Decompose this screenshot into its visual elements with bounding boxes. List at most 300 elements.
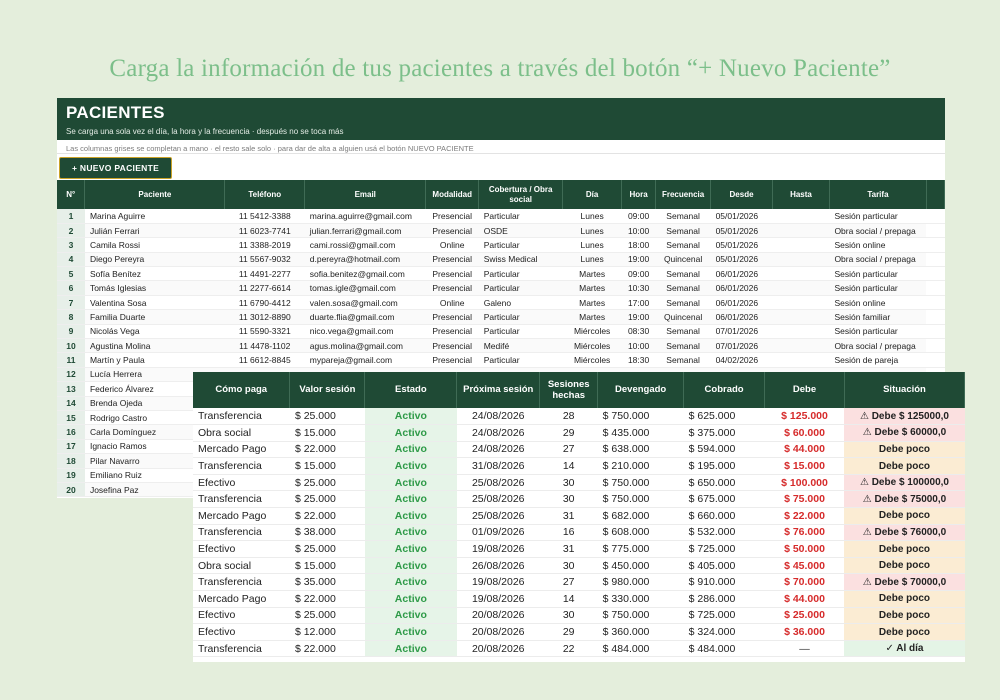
table-cell[interactable]: Federico Álvarez xyxy=(85,382,225,396)
table-cell[interactable]: Quincenal xyxy=(656,310,711,324)
table-cell[interactable]: Lunes xyxy=(563,223,622,237)
table-cell[interactable]: agus.molina@gmail.com xyxy=(305,339,426,353)
table-cell[interactable]: Presencial xyxy=(426,267,479,281)
table-cell[interactable]: Semanal xyxy=(656,281,711,295)
table-cell[interactable]: Transferencia xyxy=(193,524,290,541)
debt-cell[interactable]: $ 44.000 xyxy=(765,591,845,608)
table-cell[interactable]: julian.ferrari@gmail.com xyxy=(305,223,426,237)
debt-cell[interactable]: $ 22.000 xyxy=(765,508,845,525)
table-cell[interactable] xyxy=(773,267,830,281)
table-cell[interactable]: 05/01/2026 xyxy=(711,238,773,252)
table-cell[interactable]: Martes xyxy=(563,281,622,295)
table-cell[interactable]: 31 xyxy=(540,508,598,525)
table-cell[interactable]: 19/08/2026 xyxy=(457,591,540,608)
table-cell[interactable]: Efectivo xyxy=(193,474,290,491)
table-cell[interactable]: Josefina Paz xyxy=(85,482,225,496)
table-cell[interactable]: 11 6790-4412 xyxy=(225,295,305,309)
table-cell[interactable]: d.pereyra@hotmail.com xyxy=(305,252,426,266)
status-badge[interactable]: Activo xyxy=(365,591,457,608)
table-row xyxy=(193,425,965,442)
table-cell[interactable]: $ 532.000 xyxy=(684,524,765,541)
table-cell[interactable]: $ 22.000 xyxy=(290,508,365,525)
table-cell[interactable]: 14 xyxy=(540,458,598,475)
table-cell[interactable]: Obra social / prepaga xyxy=(829,252,926,266)
table-cell[interactable]: 31 xyxy=(540,541,598,558)
status-badge[interactable]: Activo xyxy=(365,640,457,657)
table-cell[interactable]: Particular xyxy=(479,267,563,281)
situation-badge: ⚠ Debe $ 76000,0 xyxy=(844,524,964,541)
table-cell[interactable]: $ 195.000 xyxy=(684,458,765,475)
situation-badge: Debe poco xyxy=(844,624,964,641)
table-cell[interactable]: 20/08/2026 xyxy=(457,607,540,624)
table-cell[interactable]: Lucía Herrera xyxy=(85,367,225,381)
table-cell[interactable]: 10:00 xyxy=(622,339,656,353)
row-number-cell: 13 xyxy=(57,382,85,396)
table-cell[interactable]: Particular xyxy=(479,209,563,223)
table-cell[interactable]: Sofía Benítez xyxy=(85,267,225,281)
table-cell[interactable]: Sesión de pareja xyxy=(829,353,926,367)
billing-panel xyxy=(193,372,965,662)
table-cell[interactable]: $ 435.000 xyxy=(598,425,684,442)
table-cell[interactable]: $ 450.000 xyxy=(598,557,684,574)
table-cell[interactable]: 09:00 xyxy=(622,209,656,223)
table-row xyxy=(57,339,945,353)
table-cell[interactable]: $ 484.000 xyxy=(598,640,684,657)
patients-column-header: Teléfono xyxy=(225,180,305,209)
situation-badge: ⚠ Debe $ 125000,0 xyxy=(844,408,964,425)
table-cell[interactable]: 31/08/2026 xyxy=(457,458,540,475)
table-cell[interactable]: 01/09/2026 xyxy=(457,524,540,541)
table-cell[interactable]: Presencial xyxy=(426,209,479,223)
debt-cell[interactable]: $ 50.000 xyxy=(765,541,845,558)
table-cell[interactable]: Transferencia xyxy=(193,458,290,475)
table-cell[interactable]: Tomás Iglesias xyxy=(85,281,225,295)
table-cell[interactable]: Online xyxy=(426,295,479,309)
table-cell[interactable]: cami.rossi@gmail.com xyxy=(305,238,426,252)
situation-badge: Debe poco xyxy=(844,508,964,525)
billing-column-header: Cobrado xyxy=(684,372,765,408)
table-cell[interactable]: 27 xyxy=(540,574,598,591)
table-cell[interactable]: 20/08/2026 xyxy=(457,624,540,641)
table-cell[interactable] xyxy=(773,310,830,324)
table-cell[interactable]: $ 638.000 xyxy=(598,441,684,458)
table-cell[interactable]: 11 2277-6614 xyxy=(225,281,305,295)
table-cell[interactable] xyxy=(773,324,830,338)
table-cell[interactable]: Semanal xyxy=(656,339,711,353)
table-cell[interactable]: 11 5412-3388 xyxy=(225,209,305,223)
table-cell[interactable]: Sesión particular xyxy=(829,209,926,223)
status-badge[interactable]: Activo xyxy=(365,425,457,442)
table-cell[interactable]: Semanal xyxy=(656,223,711,237)
table-cell[interactable]: Efectivo xyxy=(193,624,290,641)
table-cell[interactable]: 18:00 xyxy=(622,238,656,252)
table-cell[interactable]: Camila Rossi xyxy=(85,238,225,252)
table-cell[interactable]: 11 4491-2277 xyxy=(225,267,305,281)
table-cell[interactable]: Emiliano Ruiz xyxy=(85,468,225,482)
table-row xyxy=(57,267,945,281)
situation-badge: ⚠ Debe $ 100000,0 xyxy=(844,474,964,491)
debt-cell[interactable]: $ 125.000 xyxy=(765,408,845,425)
table-cell[interactable]: $ 750.000 xyxy=(598,408,684,425)
table-cell[interactable]: Martes xyxy=(563,295,622,309)
table-cell[interactable]: Martín y Paula xyxy=(85,353,225,367)
table-cell[interactable]: 19/08/2026 xyxy=(457,574,540,591)
table-cell[interactable]: Familia Duarte xyxy=(85,310,225,324)
table-cell[interactable]: Transferencia xyxy=(193,408,290,425)
table-cell[interactable]: mypareja@gmail.com xyxy=(305,353,426,367)
patients-column-header: Tarifa xyxy=(829,180,926,209)
table-cell[interactable]: $ 22.000 xyxy=(290,591,365,608)
status-badge[interactable]: Activo xyxy=(365,624,457,641)
table-cell[interactable]: Online xyxy=(426,238,479,252)
situation-badge: ⚠ Debe $ 70000,0 xyxy=(844,574,964,591)
table-cell[interactable]: 30 xyxy=(540,474,598,491)
table-cell[interactable] xyxy=(773,223,830,237)
table-cell[interactable]: Lunes xyxy=(563,252,622,266)
table-cell[interactable]: Diego Pereyra xyxy=(85,252,225,266)
table-cell[interactable]: $ 330.000 xyxy=(598,591,684,608)
table-cell[interactable]: $ 675.000 xyxy=(684,491,765,508)
table-cell[interactable]: Martes xyxy=(563,310,622,324)
table-cell[interactable]: 26/08/2026 xyxy=(457,557,540,574)
table-cell[interactable]: 19/08/2026 xyxy=(457,541,540,558)
status-badge[interactable]: Activo xyxy=(365,458,457,475)
table-cell[interactable]: $ 25.000 xyxy=(290,408,365,425)
table-cell[interactable]: 22 xyxy=(540,640,598,657)
table-cell-extra xyxy=(926,295,944,309)
table-cell[interactable]: $ 594.000 xyxy=(684,441,765,458)
table-cell[interactable]: Sesión online xyxy=(829,295,926,309)
table-cell[interactable]: Particular xyxy=(479,238,563,252)
table-cell[interactable]: OSDE xyxy=(479,223,563,237)
table-cell[interactable]: $ 725.000 xyxy=(684,607,765,624)
table-cell[interactable]: Transferencia xyxy=(193,491,290,508)
situation-badge: ⚠ Debe $ 60000,0 xyxy=(844,425,964,442)
row-number-cell: 11 xyxy=(57,353,85,367)
row-number-cell: 19 xyxy=(57,468,85,482)
table-cell[interactable]: Presencial xyxy=(426,339,479,353)
table-row xyxy=(193,491,965,508)
table-cell[interactable]: Presencial xyxy=(426,252,479,266)
table-cell-extra xyxy=(926,339,944,353)
table-cell[interactable]: Agustina Molina xyxy=(85,339,225,353)
billing-column-header: Sesiones hechas xyxy=(540,372,598,408)
table-cell[interactable]: $ 775.000 xyxy=(598,541,684,558)
table-cell[interactable]: 06/01/2026 xyxy=(711,310,773,324)
table-cell[interactable]: Swiss Medical xyxy=(479,252,563,266)
table-cell[interactable]: 11 3388-2019 xyxy=(225,238,305,252)
table-row xyxy=(193,607,965,624)
status-badge[interactable]: Activo xyxy=(365,574,457,591)
patients-column-header: Día xyxy=(563,180,622,209)
table-cell[interactable]: Valentina Sosa xyxy=(85,295,225,309)
table-row xyxy=(57,223,945,237)
table-cell-extra xyxy=(926,223,944,237)
table-row xyxy=(193,408,965,425)
table-cell[interactable]: 07/01/2026 xyxy=(711,339,773,353)
table-cell[interactable]: $ 25.000 xyxy=(290,491,365,508)
table-cell[interactable]: 11 3012-8890 xyxy=(225,310,305,324)
table-cell[interactable]: Marina Aguirre xyxy=(85,209,225,223)
debt-cell[interactable]: $ 45.000 xyxy=(765,557,845,574)
table-cell[interactable]: 04/02/2026 xyxy=(711,353,773,367)
table-cell[interactable]: $ 15.000 xyxy=(290,425,365,442)
status-badge[interactable]: Activo xyxy=(365,474,457,491)
table-cell[interactable]: Obra social xyxy=(193,557,290,574)
table-cell[interactable]: 20/08/2026 xyxy=(457,640,540,657)
table-cell[interactable]: 24/08/2026 xyxy=(457,441,540,458)
table-cell[interactable]: $ 360.000 xyxy=(598,624,684,641)
table-cell[interactable]: 28 xyxy=(540,408,598,425)
table-cell[interactable]: 19:00 xyxy=(622,310,656,324)
table-cell[interactable]: Brenda Ojeda xyxy=(85,396,225,410)
billing-column-header: Estado xyxy=(365,372,457,408)
status-badge[interactable]: Activo xyxy=(365,524,457,541)
table-cell[interactable]: Mercado Pago xyxy=(193,441,290,458)
table-cell[interactable]: 05/01/2026 xyxy=(711,223,773,237)
table-cell[interactable]: 27 xyxy=(540,441,598,458)
table-cell[interactable]: Presencial xyxy=(426,310,479,324)
table-cell[interactable]: $ 750.000 xyxy=(598,607,684,624)
table-cell[interactable]: $ 625.000 xyxy=(684,408,765,425)
table-cell[interactable]: $ 22.000 xyxy=(290,640,365,657)
table-cell[interactable]: Semanal xyxy=(656,267,711,281)
debt-cell[interactable]: $ 100.000 xyxy=(765,474,845,491)
table-cell[interactable]: Martes xyxy=(563,267,622,281)
debt-cell[interactable]: $ 25.000 xyxy=(765,607,845,624)
table-cell[interactable]: 18:30 xyxy=(622,353,656,367)
table-cell[interactable]: 19:00 xyxy=(622,252,656,266)
situation-badge: Debe poco xyxy=(844,591,964,608)
table-cell[interactable]: $ 725.000 xyxy=(684,541,765,558)
table-cell[interactable]: $ 324.000 xyxy=(684,624,765,641)
debt-cell[interactable]: $ 60.000 xyxy=(765,425,845,442)
table-cell[interactable]: $ 650.000 xyxy=(684,474,765,491)
table-cell[interactable]: $ 608.000 xyxy=(598,524,684,541)
table-cell[interactable]: 05/01/2026 xyxy=(711,209,773,223)
table-cell[interactable]: 17:00 xyxy=(622,295,656,309)
table-cell[interactable]: Medifé xyxy=(479,339,563,353)
status-badge[interactable]: Activo xyxy=(365,541,457,558)
table-cell[interactable]: Semanal xyxy=(656,353,711,367)
patients-column-header: Paciente xyxy=(85,180,225,209)
table-cell[interactable]: Efectivo xyxy=(193,541,290,558)
table-cell[interactable]: Obra social / prepaga xyxy=(829,339,926,353)
table-cell[interactable]: 25/08/2026 xyxy=(457,474,540,491)
table-cell[interactable]: tomas.igle@gmail.com xyxy=(305,281,426,295)
table-cell[interactable]: Obra social / prepaga xyxy=(829,223,926,237)
table-cell[interactable] xyxy=(773,339,830,353)
table-cell[interactable]: 06/01/2026 xyxy=(711,295,773,309)
status-badge[interactable]: Activo xyxy=(365,508,457,525)
situation-badge: Debe poco xyxy=(844,458,964,475)
table-cell[interactable]: Presencial xyxy=(426,223,479,237)
table-cell-extra xyxy=(926,324,944,338)
status-badge[interactable]: Activo xyxy=(365,607,457,624)
table-cell[interactable]: Semanal xyxy=(656,209,711,223)
table-cell[interactable]: 24/08/2026 xyxy=(457,408,540,425)
table-cell[interactable]: 11 5567-9032 xyxy=(225,252,305,266)
table-cell[interactable] xyxy=(773,281,830,295)
table-cell[interactable]: Particular xyxy=(479,281,563,295)
table-cell[interactable]: $ 910.000 xyxy=(684,574,765,591)
table-cell[interactable]: sofia.benitez@gmail.com xyxy=(305,267,426,281)
table-cell[interactable] xyxy=(773,209,830,223)
table-row xyxy=(193,624,965,641)
table-cell[interactable]: 24/08/2026 xyxy=(457,425,540,442)
table-cell-extra xyxy=(926,238,944,252)
table-cell[interactable]: 25/08/2026 xyxy=(457,508,540,525)
table-cell[interactable]: Semanal xyxy=(656,295,711,309)
table-cell[interactable]: $ 22.000 xyxy=(290,441,365,458)
table-cell[interactable]: 09:00 xyxy=(622,267,656,281)
table-cell[interactable]: 30 xyxy=(540,607,598,624)
table-cell[interactable]: 25/08/2026 xyxy=(457,491,540,508)
table-cell[interactable]: nico.vega@gmail.com xyxy=(305,324,426,338)
table-cell[interactable]: $ 286.000 xyxy=(684,591,765,608)
sheet-subtitle: Se carga una sola vez el día, la hora y la frecuencia · después no se toca más xyxy=(66,127,344,136)
table-cell[interactable]: 16 xyxy=(540,524,598,541)
table-cell[interactable]: Nicolás Vega xyxy=(85,324,225,338)
table-cell[interactable]: 05/01/2026 xyxy=(711,252,773,266)
table-row xyxy=(193,441,965,458)
row-number-cell: 4 xyxy=(57,252,85,266)
patients-column-header: Hasta xyxy=(773,180,830,209)
table-cell[interactable]: $ 980.000 xyxy=(598,574,684,591)
table-cell[interactable]: $ 38.000 xyxy=(290,524,365,541)
table-cell[interactable]: $ 484.000 xyxy=(684,640,765,657)
table-cell[interactable]: Rodrigo Castro xyxy=(85,410,225,424)
status-badge[interactable]: Activo xyxy=(365,408,457,425)
table-cell[interactable]: 11 6023-7741 xyxy=(225,223,305,237)
billing-column-header: Devengado xyxy=(598,372,684,408)
table-cell[interactable]: Sesión particular xyxy=(829,324,926,338)
table-cell[interactable]: 10:00 xyxy=(622,223,656,237)
table-cell[interactable]: Lunes xyxy=(563,238,622,252)
table-cell[interactable]: 30 xyxy=(540,557,598,574)
table-cell[interactable]: $ 25.000 xyxy=(290,541,365,558)
table-cell[interactable]: $ 12.000 xyxy=(290,624,365,641)
billing-column-header: Valor sesión xyxy=(290,372,365,408)
table-cell[interactable]: 14 xyxy=(540,591,598,608)
table-cell[interactable]: 08:30 xyxy=(622,324,656,338)
table-cell[interactable]: Particular xyxy=(479,310,563,324)
table-cell[interactable]: Galeno xyxy=(479,295,563,309)
table-cell[interactable]: Julián Ferrari xyxy=(85,223,225,237)
table-cell[interactable]: Sesión particular xyxy=(829,267,926,281)
table-cell[interactable] xyxy=(773,238,830,252)
table-cell[interactable]: Sesión familiar xyxy=(829,310,926,324)
debt-cell[interactable]: $ 70.000 xyxy=(765,574,845,591)
billing-header-row xyxy=(193,372,965,408)
table-cell[interactable]: $ 15.000 xyxy=(290,557,365,574)
debt-cell[interactable]: $ 15.000 xyxy=(765,458,845,475)
table-cell[interactable]: Transferencia xyxy=(193,574,290,591)
table-cell[interactable]: $ 375.000 xyxy=(684,425,765,442)
status-badge[interactable]: Activo xyxy=(365,441,457,458)
table-cell[interactable]: $ 15.000 xyxy=(290,458,365,475)
table-cell[interactable]: Semanal xyxy=(656,238,711,252)
table-cell[interactable]: Particular xyxy=(479,324,563,338)
table-cell[interactable]: $ 35.000 xyxy=(290,574,365,591)
table-cell[interactable]: $ 750.000 xyxy=(598,474,684,491)
table-cell[interactable]: marina.aguirre@gmail.com xyxy=(305,209,426,223)
table-cell[interactable]: Semanal xyxy=(656,324,711,338)
table-cell[interactable] xyxy=(773,295,830,309)
table-cell[interactable]: Mercado Pago xyxy=(193,508,290,525)
table-cell[interactable]: Particular xyxy=(479,353,563,367)
table-cell[interactable]: valen.sosa@gmail.com xyxy=(305,295,426,309)
table-cell[interactable]: Transferencia xyxy=(193,640,290,657)
table-cell[interactable]: Quincenal xyxy=(656,252,711,266)
table-cell[interactable]: $ 210.000 xyxy=(598,458,684,475)
table-cell[interactable] xyxy=(773,252,830,266)
table-cell[interactable]: 10:30 xyxy=(622,281,656,295)
table-cell[interactable]: 06/01/2026 xyxy=(711,281,773,295)
debt-cell[interactable]: $ 36.000 xyxy=(765,624,845,641)
debt-cell[interactable]: — xyxy=(765,640,845,657)
table-row xyxy=(57,353,945,367)
button-row xyxy=(57,154,945,180)
table-cell[interactable]: Ignacio Ramos xyxy=(85,439,225,453)
debt-cell[interactable]: $ 44.000 xyxy=(765,441,845,458)
table-cell[interactable]: Presencial xyxy=(426,353,479,367)
row-number-cell: 1 xyxy=(57,209,85,223)
table-cell[interactable]: Pilar Navarro xyxy=(85,454,225,468)
table-row xyxy=(57,252,945,266)
table-cell[interactable]: 07/01/2026 xyxy=(711,324,773,338)
table-cell-extra xyxy=(926,267,944,281)
table-cell[interactable]: Miércoles xyxy=(563,339,622,353)
new-patient-button[interactable]: + NUEVO PACIENTE xyxy=(59,157,172,179)
table-cell[interactable]: Presencial xyxy=(426,281,479,295)
table-cell[interactable]: 30 xyxy=(540,491,598,508)
table-cell[interactable]: Obra social xyxy=(193,425,290,442)
status-badge[interactable]: Activo xyxy=(365,491,457,508)
table-cell[interactable]: Sesión online xyxy=(829,238,926,252)
table-cell[interactable]: 29 xyxy=(540,425,598,442)
row-number-cell: 7 xyxy=(57,295,85,309)
table-cell[interactable]: $ 682.000 xyxy=(598,508,684,525)
table-cell[interactable]: Presencial xyxy=(426,324,479,338)
table-row xyxy=(193,541,965,558)
table-cell[interactable]: Lunes xyxy=(563,209,622,223)
table-cell[interactable]: 11 5590-3321 xyxy=(225,324,305,338)
page-headline: Carga la información de tus pacientes a través del botón “+ Nuevo Paciente” xyxy=(109,55,891,82)
table-cell[interactable]: 29 xyxy=(540,624,598,641)
table-cell[interactable]: Mercado Pago xyxy=(193,591,290,608)
debt-cell[interactable]: $ 75.000 xyxy=(765,491,845,508)
table-cell[interactable]: $ 750.000 xyxy=(598,491,684,508)
debt-cell[interactable]: $ 76.000 xyxy=(765,524,845,541)
table-cell[interactable]: 11 4478-1102 xyxy=(225,339,305,353)
table-cell[interactable]: Miércoles xyxy=(563,353,622,367)
table-cell[interactable]: $ 25.000 xyxy=(290,474,365,491)
table-cell[interactable]: Miércoles xyxy=(563,324,622,338)
table-cell[interactable]: 11 6612-8845 xyxy=(225,353,305,367)
table-cell[interactable]: 06/01/2026 xyxy=(711,267,773,281)
table-cell[interactable]: Carla Domínguez xyxy=(85,425,225,439)
table-cell[interactable]: duarte.flia@gmail.com xyxy=(305,310,426,324)
table-cell[interactable]: $ 25.000 xyxy=(290,607,365,624)
table-cell[interactable]: Efectivo xyxy=(193,607,290,624)
table-cell[interactable]: Sesión particular xyxy=(829,281,926,295)
table-cell[interactable] xyxy=(773,353,830,367)
table-cell[interactable]: $ 405.000 xyxy=(684,557,765,574)
table-cell[interactable]: $ 660.000 xyxy=(684,508,765,525)
status-badge[interactable]: Activo xyxy=(365,557,457,574)
patients-column-header: Cobertura / Obra social xyxy=(479,180,563,209)
